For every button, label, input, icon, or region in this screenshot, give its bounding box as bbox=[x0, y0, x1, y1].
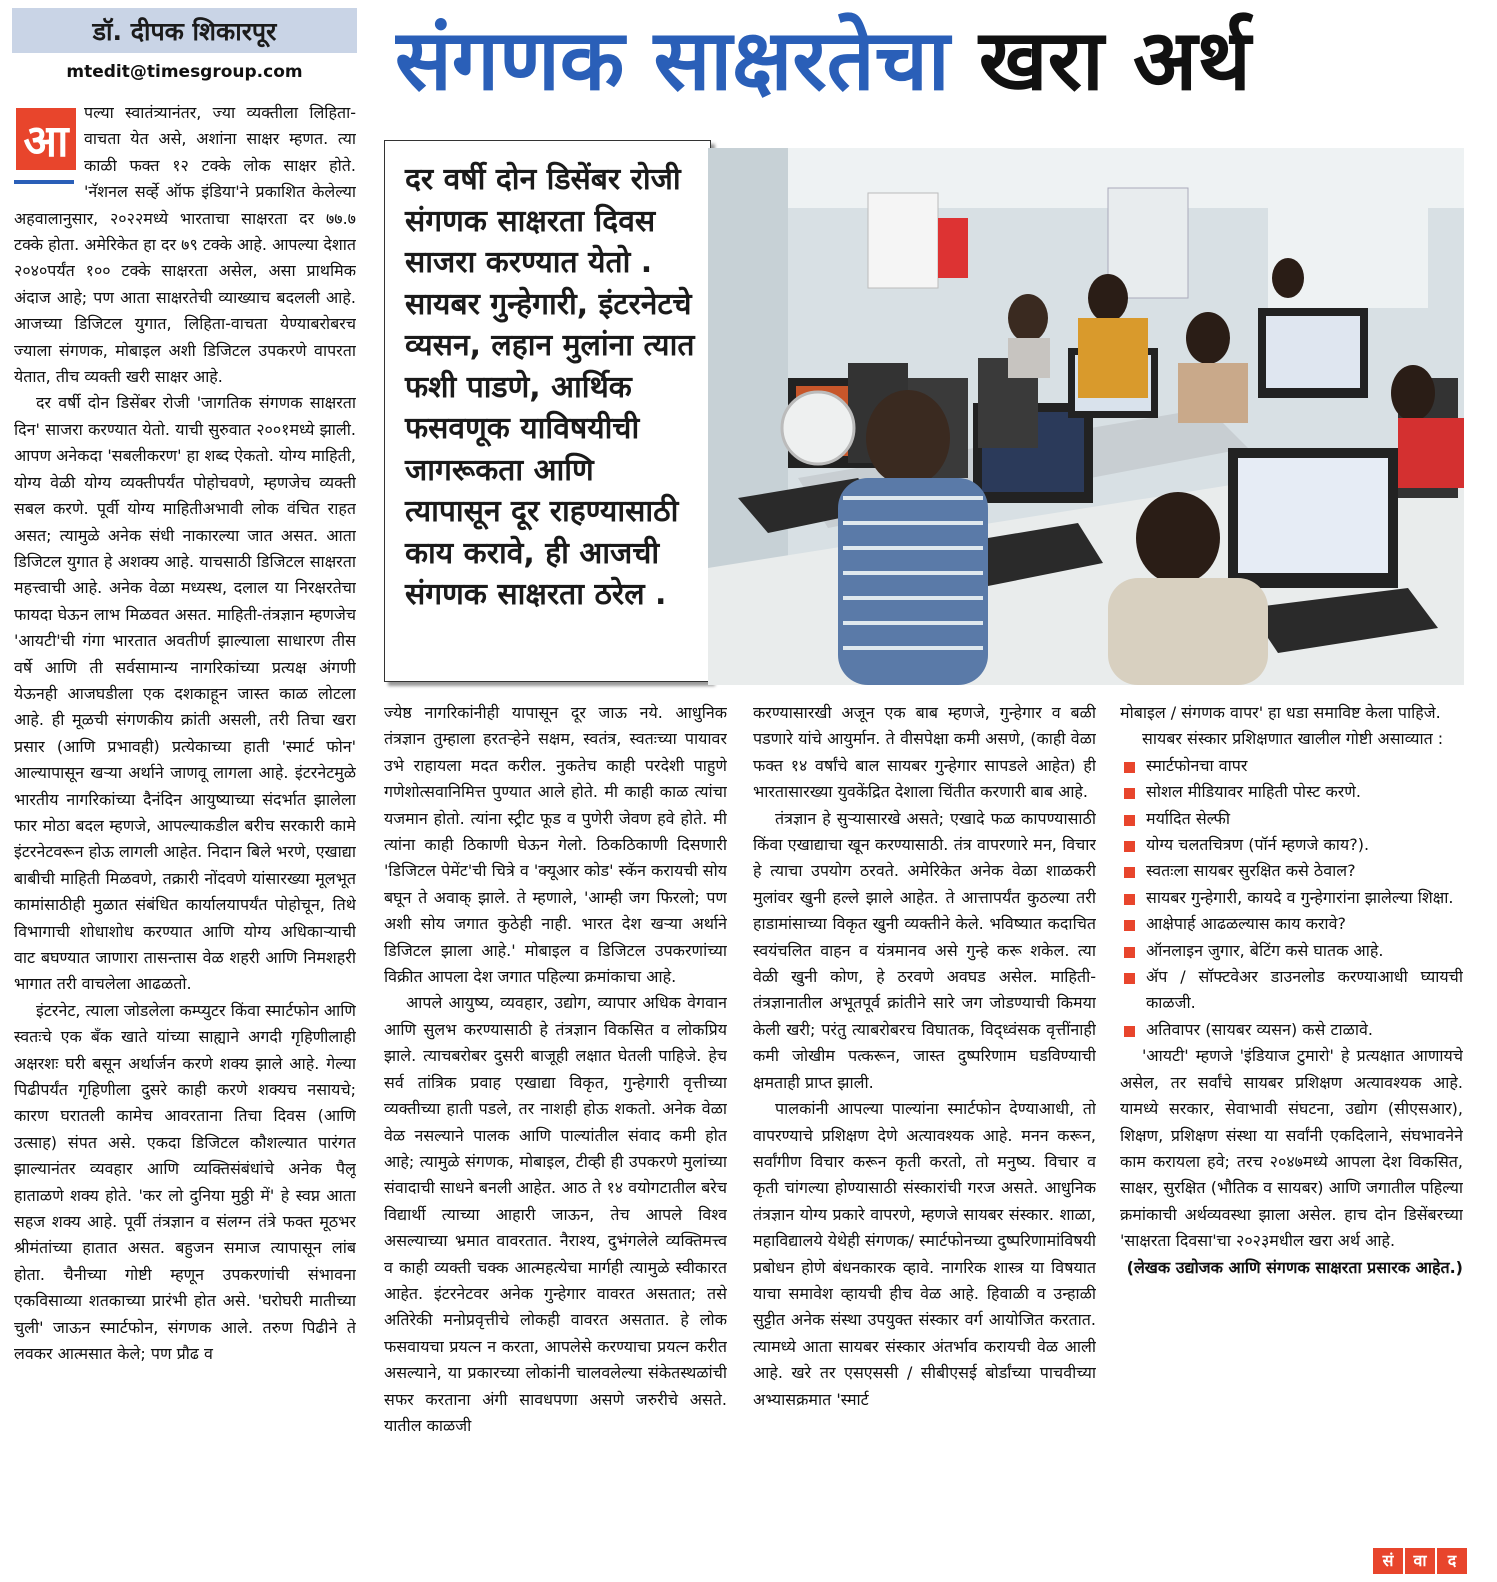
col1-para-1: पल्या स्वातंत्र्यानंतर, ज्या व्यक्तीला लिहिता-वाचता येत असे, अशांना साक्षर म्हणत. त्या काळी फक्त १२ टक्के लोक साक्षर होते. 'नॅशनल सर्व्हे ऑफ इंडिया'ने प्रकाशित केलेल्या अहवालानुसार, २०२२मध्ये भारताचा साक्षरता दर ७७.७ टक्के होता. अमेरिकेत हा दर ७९ टक्के आहे. आपल्या देशात २०४०पर्यंत १०० टक्के साक्षरता असेल, असा प्राथमिक अंदाज आहे; पण आता साक्षरतेची व्याख्याच बदलली आहे. आजच्या डिजिटल युगात, लिहिता-वाचता येण्याबरोबरच ज्याला संगणक, मोबाइल अशी डिजिटल उपकरणे वापरता येतात, तीच व्यक्ती खरी साक्षर आहे. bbox=[14, 100, 356, 390]
list-item: ऑनलाइन जुगार, बेटिंग कसे घातक आहे. bbox=[1120, 938, 1463, 964]
cyber-training-list bbox=[1120, 753, 1463, 1043]
headline-blue: संगणक साक्षरतेचा bbox=[395, 11, 950, 109]
list-item: सोशल मीडियावर माहिती पोस्ट करणे. bbox=[1120, 779, 1463, 805]
col2-para-2: आपले आयुष्य, व्यवहार, उद्योग, व्यापार अधिक वेगवान आणि सुलभ करण्यासाठी हे तंत्रज्ञान विकसित व लोकप्रिय झाले. त्याचबरोबर दुसरी बाजूही लक्षात घेतली पाहिजे. हेच सर्व तांत्रिक प्रवाह एखाद्या विकृत, गुन्हेगारी वृत्तीच्या व्यक्तीच्या हाती पडले, तर नाशही होऊ शकतो. अनेक वेळा वेळ नसल्याने पालक आणि पाल्यांतील संवाद कमी होत आहे; त्यामुळे संगणक, मोबाइल, टीव्ही ही उपकरणे मुलांच्या संवादाची साधने बनली आहेत. आठ ते १४ वयोगटातील बरेच विद्यार्थी त्याच्या आहारी जाऊन, तेच आपले विश्व असल्याच्या भ्रमात वावरतात. नैराश्य, दुभंगलेले व्यक्तिमत्त्व व काही व्यक्ती चक्क आत्महत्येचा मार्गही त्यामुळे स्वीकारत आहेत. इंटरनेटवर अनेक गुन्हेगार वावरत असतात; तसे अतिरेकी मनोप्रवृत्तीचे लोकही वावरत असतात. हे लोक फसवायचा प्रयत्न न करता, आपलेसे करण्याचा प्रयत्न करीत असल्याने, या प्रकारच्या लोकांनी चालवलेल्या संकेतस्थळांची सफर करताना अंगी सावधपणा असणे जरुरीचे असते. यातील काळजी bbox=[384, 993, 727, 1435]
list-item: अतिवापर (सायबर व्यसन) कसे टाळावे. bbox=[1120, 1017, 1463, 1043]
list-item: सायबर गुन्हेगारी, कायदे व गुन्हेगारांना झालेल्या शिक्षा. bbox=[1120, 885, 1463, 911]
computer-lab-photo bbox=[708, 148, 1464, 685]
list-item: योग्य चलतचित्रण (पॉर्न म्हणजे काय?). bbox=[1120, 832, 1463, 858]
col2-para-1: ज्येष्ठ नागरिकांनीही यापासून दूर जाऊ नये. आधुनिक तंत्रज्ञान तुम्हाला हरतऱ्हेने सक्षम, स्वतंत्र, स्वतःच्या पायावर उभे राहायला मदत करील. नुकतेच काही परदेशी पाहुणे गणेशोत्सवानिमित्त पुण्यात आले होते. मी काही काळ त्यांचा यजमान होतो. त्यांना स्ट्रीट फूड व पुणेरी जेवण हवे होते. मी त्यांना काही ठिकाणी घेऊन गेलो. ठिकठिकाणी दिसणारी 'डिजिटल पेमेंट'ची चित्रे व 'क्यूआर कोड' स्कॅन करायची सोय बघून ते अवाक् झाले. ते म्हणाले, 'आम्ही जग फिरलो; पण अशी सोय जगात कुठेही नाही. भारत देश खऱ्या अर्थाने डिजिटल झाला आहे.' मोबाइल व डिजिटल उपकरणांच्या विक्रीत आपला देश जगात पहिल्या क्रमांकाचा आहे. bbox=[384, 703, 727, 987]
list-item: आक्षेपार्ह आढळल्यास काय करावे? bbox=[1120, 911, 1463, 937]
pull-quote-text: दर वर्षी दोन डिसेंबर रोजी संगणक साक्षरता दिवस साजरा करण्यात येतो . सायबर गुन्हेगारी, इंटरनेटचे व्यसन, लहान मुलांना त्यात फशी पाडणे, आर्थिक फसवणूक याविषयीची जागरूकता आणि त्यापासून दूर राहण्यासाठी काय करावे, ही आजची संगणक साक्षरता ठरेल . bbox=[405, 162, 695, 612]
col4-para-3: 'आयटी' म्हणजे 'इंडियाज टुमारो' हे प्रत्यक्षात आणायचे असेल, तर सर्वांचे सायबर प्रशिक्षण अत्यावश्यक आहे. यामध्ये सरकार, सेवाभावी संघटना, उद्योग (सीएसआर), शिक्षण, प्रशिक्षण संस्था या सर्वांनी एकदिलाने, संघभावनेने काम करायला हवे; तरच २०४७मध्ये आपला देश विकसित, साक्षर, सुरक्षित (भौतिक व सायबर) आणि जगातील पहिल्या क्रमांकाची अर्थव्यवस्था झाला असेल. हाच दोन डिसेंबरच्या 'साक्षरता दिवसा'चा २०२३मधील खरा अर्थ आहे. bbox=[1120, 1046, 1463, 1251]
list-item: स्वतःला सायबर सुरक्षित कसे ठेवाल? bbox=[1120, 858, 1463, 884]
list-item: मर्यादित सेल्फी bbox=[1120, 806, 1463, 832]
headline-black: खरा अर्थ bbox=[978, 11, 1251, 109]
author-byline-box bbox=[12, 8, 357, 53]
col3-para-1: करण्यासारखी अजून एक बाब म्हणजे, गुन्हेगार व बळी पडणारे यांचे आयुर्मान. ते वीसपेक्षा कमी असणे, (काही वेळा फक्त १४ वर्षांचे बाल सायबर गुन्हेगार सापडले आहेत) ही भारतासारख्या युवकेंद्रित देशाला चिंतीत करणारी बाब आहे. bbox=[753, 703, 1096, 802]
samvad-letter: वा bbox=[1405, 1548, 1435, 1574]
column-1 bbox=[14, 100, 356, 1575]
author-email[interactable]: mtedit@timesgroup.com bbox=[66, 62, 303, 82]
col1-para-2: दर वर्षी दोन डिसेंबर रोजी 'जागतिक संगणक साक्षरता दिन' साजरा करण्यात येतो. याची सुरुवात २००१मध्ये झाली. आपण अनेकदा 'सबलीकरण' हा शब्द ऐकतो. योग्य माहिती, योग्य वेळी योग्य व्यक्तीपर्यंत पोहोचवणे, म्हणजेच व्यक्ती सबल करणे. पूर्वी योग्य माहितीअभावी लोक वंचित राहत असत; त्यामुळे अनेक संधी नाकारल्या जात असत. आता डिजिटल युगात हे अशक्य आहे. याचसाठी डिजिटल साक्षरता महत्त्वाची आहे. अनेक वेळा मध्यस्थ, दलाल या निरक्षरतेचा फायदा घेऊन लाभ मिळवत असत. माहिती-तंत्रज्ञान म्हणजेच 'आयटी'ची गंगा भारतात अवतीर्ण झाल्याला साधारण तीस वर्षे आणि ती सर्वसामान्य नागरिकांच्या प्रत्यक्ष अंगणी येऊनही आजघडीला एक दशकाहून जास्त काळ लोटला आहे. ही मूळची संगणकीय क्रांती असली, तरी तिचा खरा प्रसार (आणि प्रभावही) प्रत्येकाच्या हाती 'स्मार्ट फोन' आल्यापासून खऱ्या अर्थाने जाणवू लागला आहे. इंटरनेटमुळे भारतीय नागरिकांच्या दैनंदिन आयुष्याच्या संदर्भात झालेला फार मोठा बदल म्हणजे, आपल्याकडील बरीच सरकारी कामे इंटरनेटवरून होऊ लागली आहेत. निदान बिले भरणे, एखाद्या बाबीची माहिती मिळवणे, तक्रारी नोंदवणे यांसारख्या मूलभूत कामांसाठीही मुळात संबंधित कार्यालयापर्यंत पोहोचून, तिथे विभागाची शोधाशोध करण्यात आणि योग्य अधिकाऱ्याची वाट बघण्यात जाणारा तासन्तास वेळ शहरी आणि निमशहरी भागात तरी वाचलेला आढळतो. bbox=[14, 393, 356, 994]
col4-para-2: सायबर संस्कार प्रशिक्षणात खालील गोष्टी असाव्यात : bbox=[1142, 729, 1444, 749]
column-2 bbox=[384, 700, 727, 1575]
drop-cap: आ bbox=[16, 108, 76, 170]
drop-cap-spacer bbox=[14, 100, 84, 184]
col1-para-3: इंटरनेट, त्याला जोडलेला कम्प्युटर किंवा स्मार्टफोन आणि स्वतःचे एक बँक खाते यांच्या साह्याने अगदी गृहिणीलाही अक्षरशः घरी बसून अर्थार्जन करणे शक्य झाले आहे. गेल्या पिढीपर्यंत गृहिणीला दुसरे काही करणे शक्यच नसायचे; कारण घरातली कामेच आवरताना तिचा दिवस (आणि उत्साह) संपत असे. एकदा डिजिटल कौशल्यात पारंगत झाल्यानंतर व्यवहार आणि व्यक्तिसंबंधांचे अनेक पैलू हाताळणे शक्य होते. 'कर लो दुनिया मुठ्ठी में' हे स्वप्न आता सहज शक्य आहे. पूर्वी तंत्रज्ञान व संलग्न तंत्रे फक्त मूठभर श्रीमंतांच्या हातात असत. बहुजन समाज त्यापासून लांब होता. चैनीच्या गोष्टी म्हणून उपकरणांची संभावना एकविसाव्या शतकाच्या प्रारंभी होत असे. 'घरोघरी मातीच्या चुली' जाऊन स्मार्टफोन, संगणक आले. तरुण पिढीने ते लवकर आत्मसात केले; पण प्रौढ व bbox=[14, 1000, 356, 1364]
list-item: स्मार्टफोनचा वापर bbox=[1120, 753, 1463, 779]
author-name: डॉ. दीपक शिकारपूर bbox=[92, 16, 277, 46]
list-item: ॲप / सॉफ्टवेअर डाउनलोड करण्याआधी घ्यायची काळजी. bbox=[1120, 964, 1463, 1017]
pull-quote-box bbox=[384, 140, 711, 682]
col4-para-1: मोबाइल / संगणक वापर' हा धडा समाविष्ट केला पाहिजे. bbox=[1120, 703, 1441, 722]
author-note: (लेखक उद्योजक आणि संगणक साक्षरता प्रसारक आहेत.) bbox=[1126, 1257, 1463, 1277]
col3-para-3: पालकांनी आपल्या पाल्यांना स्मार्टफोन देण्याआधी, तो वापरण्याचे प्रशिक्षण देणे अत्यावश्यक आहे. मनन करून, सर्वांगीण विचार करून कृती करतो, तो मनुष्य. विचार व कृती चांगल्या होण्यासाठी संस्कारांची गरज असते. आधुनिक तंत्रज्ञान योग्य प्रकारे वापरणे, म्हणजे सायबर संस्कार. शाळा, महाविद्यालये येथेही संगणक/ स्मार्टफोनच्या दुष्परिणामांविषयी प्रबोधन होणे बंधनकारक व्हावे. नागरिक शास्त्र या विषयात याचा समावेश व्हायची हीच वेळ आहे. हिवाळी व उन्हाळी सुट्टीत अनेक संस्था उपयुक्त संस्कार वर्ग आयोजित करतात. त्यामध्ये आता सायबर संस्कार अंतर्भाव करायची वेळ आली आहे. खरे तर एसएससी / सीबीएसई बोर्डांच्या पाचवीच्या अभ्यासक्रमात 'स्मार्ट bbox=[753, 1099, 1096, 1409]
samvad-section-tag bbox=[1371, 1548, 1467, 1574]
samvad-letter: सं bbox=[1373, 1548, 1403, 1574]
computer-lab-illustration bbox=[708, 148, 1464, 685]
headline bbox=[395, 0, 1475, 120]
column-3 bbox=[753, 700, 1096, 1575]
column-4 bbox=[1120, 700, 1463, 1545]
col3-para-2: तंत्रज्ञान हे सुऱ्यासारखे असते; एखादे फळ कापण्यासाठी किंवा एखाद्याचा खून करण्यासाठी. तंत्र वापरणारे मन, विचार हे त्याचा उपयोग ठरवते. अमेरिकेत अनेक वेळा शाळकरी मुलांवर खुनी हल्ले झाले आहेत. ते आत्तापर्यंत कुठल्या तरी हाडामांसाच्या विकृत खुनी व्यक्तीने केले. भविष्यात कदाचित स्वयंचलित वाहन व यंत्रमानव असे गुन्हे करू शकेल. त्या वेळी खुनी कोण, हे ठरवणे अवघड असेल. माहिती-तंत्रज्ञानातील अभूतपूर्व क्रांतीने सारे जग जोडण्याची किमया केली खरी; परंतु त्याबरोबरच विघातक, विद्ध्वंसक वृत्तींनाही कमी जोखीम पत्करून, जास्त दुष्परिणाम घडविण्याची क्षमताही प्राप्त झाली. bbox=[753, 808, 1096, 1092]
samvad-letter: द bbox=[1437, 1548, 1467, 1574]
